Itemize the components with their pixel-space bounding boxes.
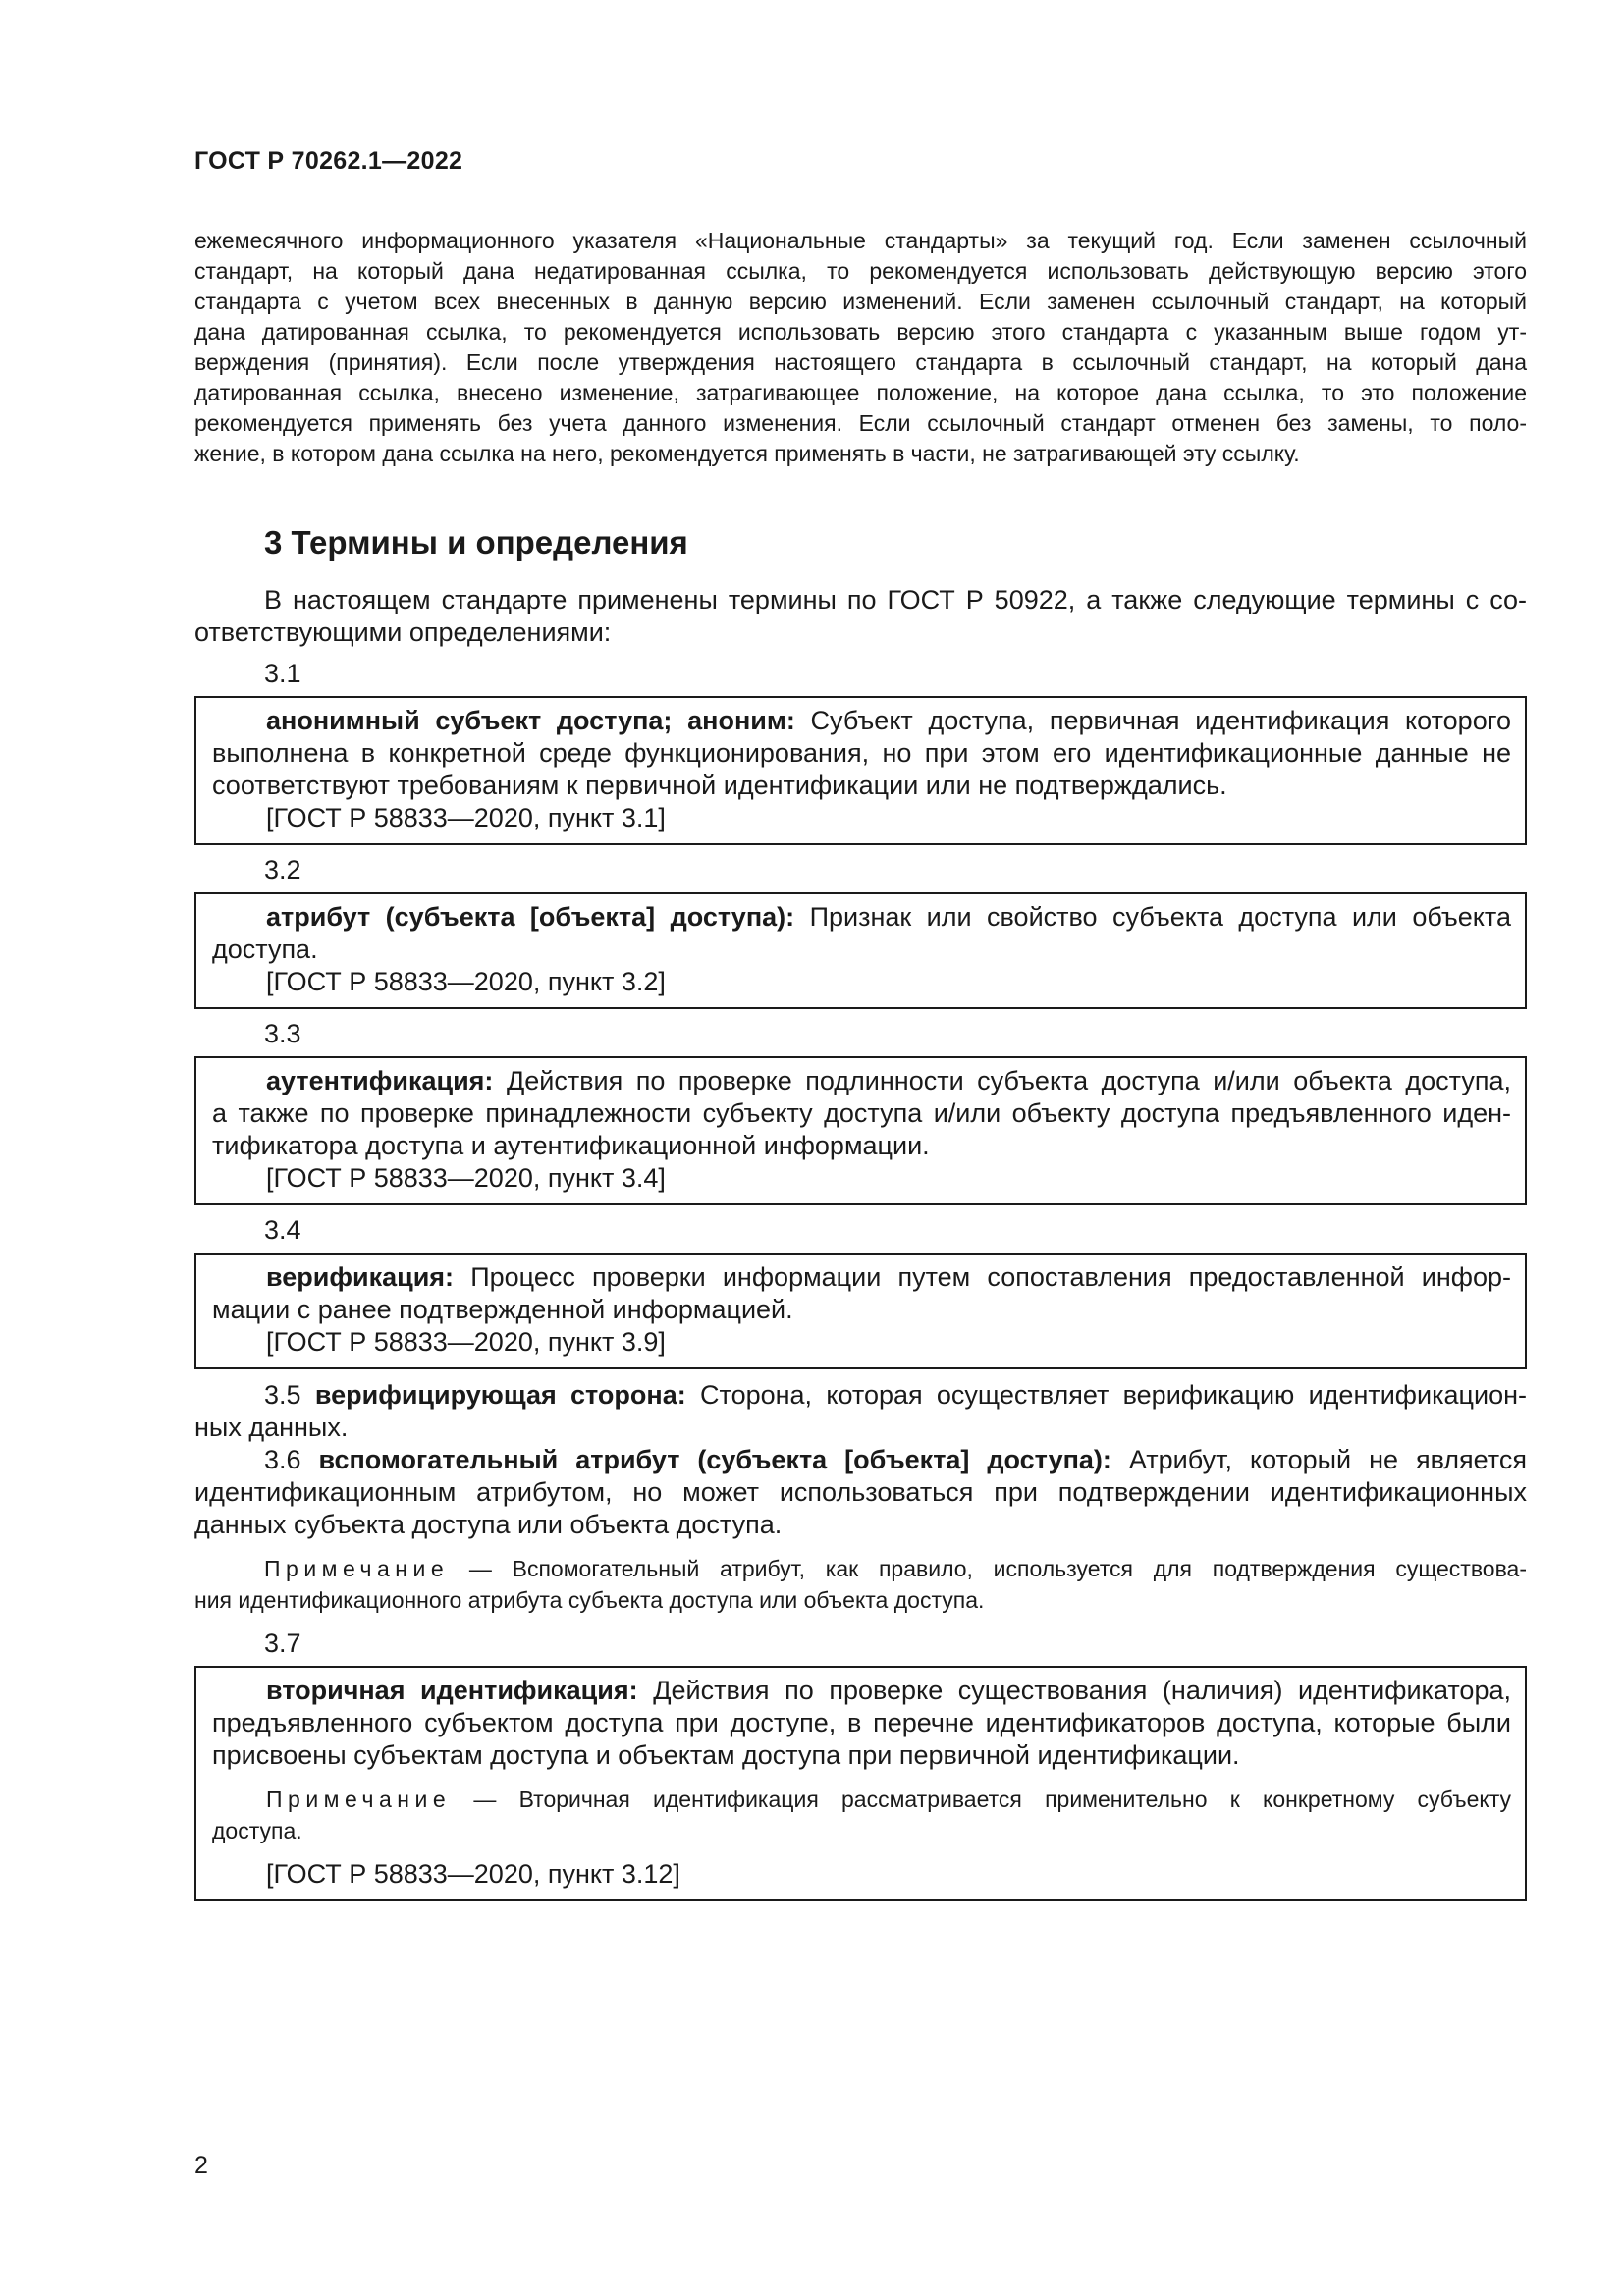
term-name: атрибут (субъекта [объекта] доступа): [266,902,795,932]
lead-line: В настоящем стандарте применены термины по ГОСТ Р 50922, а также следующие термины с со- [264,585,1527,614]
term-box-3-3 [194,1056,1527,1205]
term-source: [ГОСТ Р 58833—2020, пункт 3.9] [266,1327,666,1357]
note-line: ния идентификационного атрибута субъекта доступа или объекта доступа. [194,1587,985,1613]
term-box-3-1 [194,696,1527,845]
intro-line: рекомендуется применять без учета данного изменения. Если ссылочный стандарт отменен без замены, то поло- [194,410,1527,436]
page-number: 2 [194,2152,208,2179]
definition-line: доступа. [212,934,318,964]
term-source: [ГОСТ Р 58833—2020, пункт 3.12] [266,1859,680,1889]
section-lead [194,584,1527,649]
definition-line: данных субъекта доступа или объекта доступа. [194,1510,783,1539]
term-source: [ГОСТ Р 58833—2020, пункт 3.2] [266,967,666,996]
lead-line: ответствующими определениями: [194,617,612,647]
definition-line: 3.6 вспомогательный атрибут (субъекта [объекта] доступа): Атрибут, который не является [264,1445,1527,1474]
definition-line: присвоены субъектам доступа и объектам доступа при первичной идентификации. [212,1740,1240,1770]
note-label: Примечание [266,1787,452,1812]
term-number: 3.1 [264,659,301,688]
document-header: ГОСТ Р 70262.1—2022 [194,147,463,175]
note-line: Примечание — Вспомогательный атрибут, как правило, используется для подтверждения существова- [264,1556,1527,1581]
intro-line: стандарта с учетом всех внесенных в данную версию изменений. Если заменен ссылочный стандарт, на который [194,289,1527,314]
term-box-3-4 [194,1253,1527,1369]
term-number: 3.6 [264,1445,301,1474]
term-number: 3.2 [264,855,301,884]
intro-line: жение, в котором дана ссылка на него, рекомендуется применять в части, не затрагивающей эту ссылку. [194,441,1300,466]
definition-line: 3.5 верифицирующая сторона: Сторона, которая осуществляет верификацию идентификацион- [264,1380,1527,1410]
term-box-3-2 [194,892,1527,1009]
definition-line: аутентификация: Действия по проверке подлинности субъекта доступа и/или объекта доступа, [266,1066,1511,1095]
intro-line: датированная ссылка, внесено изменение, затрагивающее положение, на которое дана ссылка, то это положение [194,380,1527,405]
term-name: аутентификация: [266,1066,494,1095]
definition-line: анонимный субъект доступа; аноним: Субъект доступа, первичная идентификация которого [266,706,1511,735]
note-3-7 [212,1784,1511,1846]
note-line: доступа. [212,1818,302,1843]
term-number: 3.4 [264,1215,301,1245]
definition-line: а также по проверке принадлежности субъекту доступа и/или объекту доступа предъявленного иден- [212,1098,1511,1128]
intro-paragraph [194,226,1527,469]
term-name: верификация: [266,1262,455,1292]
definition-line: мации с ранее подтвержденной информацией. [212,1295,793,1324]
definition-line: верификация: Процесс проверки информации путем сопоставления предоставленной инфор- [266,1262,1511,1292]
term-name: вторичная идентификация: [266,1676,638,1705]
term-name: вспомогательный атрибут (субъекта [объекта] доступа): [318,1445,1111,1474]
note-label: Примечание [264,1556,450,1581]
definition-line: выполнена в конкретной среде функционирования, но при этом его идентификационные данные не [212,738,1511,768]
note-3-6 [194,1553,1527,1616]
definition-line: тификатора доступа и аутентификационной информации. [212,1131,930,1160]
definition-line: предъявленного субъектом доступа при доступе, в перечне идентификаторов доступа, которые были [212,1708,1511,1737]
note-line: Примечание — Вторичная идентификация рассматривается применительно к конкретному субъекту [266,1787,1511,1812]
term-name: верифицирующая сторона: [314,1380,686,1410]
definition-line: вторичная идентификация: Действия по проверке существования (наличия) идентификатора, [266,1676,1511,1705]
term-number: 3.5 [264,1380,301,1410]
term-number: 3.3 [264,1019,301,1048]
term-name: анонимный субъект доступа; аноним: [266,706,795,735]
term-source: [ГОСТ Р 58833—2020, пункт 3.1] [266,803,666,832]
term-3-6 [194,1444,1527,1541]
intro-line: дана датированная ссылка, то рекомендуется использовать версию этого стандарта с указанным выше годом ут- [194,319,1527,345]
intro-line: верждения (принятия). Если после утверждения настоящего стандарта в ссылочный стандарт, на который дана [194,349,1527,375]
term-source: [ГОСТ Р 58833—2020, пункт 3.4] [266,1163,666,1193]
definition-line: ных данных. [194,1413,349,1442]
section-title: 3 Термины и определения [264,524,688,561]
intro-line: ежемесячного информационного указателя «Национальные стандарты» за текущий год. Если заменен ссылочный [194,228,1527,253]
terms-content [194,584,1527,1901]
term-3-5 [194,1379,1527,1444]
definition-line: соответствуют требованиям к первичной идентификации или не подтверждались. [212,771,1227,800]
term-number: 3.7 [264,1629,301,1658]
intro-line: стандарт, на который дана недатированная ссылка, то рекомендуется использовать действующую версию этого [194,258,1527,284]
definition-line: идентификационным атрибутом, но может использоваться при подтверждении идентификационных [194,1477,1527,1507]
definition-line: атрибут (субъекта [объекта] доступа): Признак или свойство субъекта доступа или объекта [266,902,1511,932]
term-box-3-7 [194,1666,1527,1901]
